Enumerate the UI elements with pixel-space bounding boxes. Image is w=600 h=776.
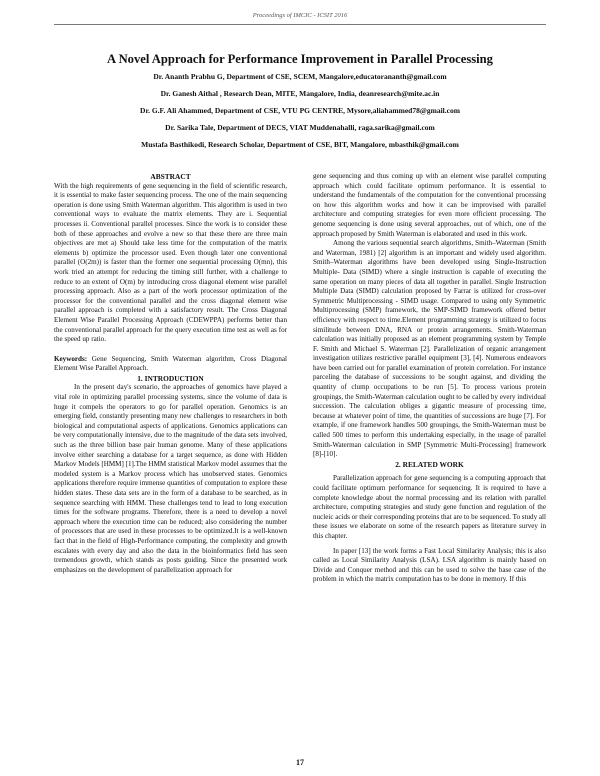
introduction-text: In the present day's scenario, the approaches of genomics have played a vital role in optimizing parallel processing systems, since the volume of data is huge it compels the operators to go for parallel operation. Genomics is an emerging field, constantly presenting many new challenges to researchers in both biological and computational aspects of applications. Genomics applications can be very computationally intensive, due to the magnitude of the data sets involved, such as the three billion base pair human genome. Many of these applications involve either searching a database for a target sequence, as done with Hidden Markov Models [HMM] [1].The HMM statistical Markov model assumes that the modeled system is a Markov process which has unobserved states. Genomics applications therefore require immense quantities of computation to explore these hidden states. These data sets are in the form of a database to be searched, as in sequence searching with HMM. These challenges tend to lead to long execution times for the software programs. Therefore, there is a need to develop a novel approach where the execution time can be reduced; also considering the number of processors that are used in these processes to be optimized.It is a well-known fact that in the field of High-Performance computing, the complexity and growth escalates with every day and also the data in the bioinformatics field has seen tremendous growth, which stands as posts guiding. Since the presented work emphasizes on the development of parallelization approach for (54, 383, 287, 574)
author-line: Mustafa Basthikodi, Research Scholar, Department of CSE, BIT, Mangalore, mbasthik@gmail.com (141, 140, 459, 149)
related-work-paragraph-1: Parallelization approach for gene sequencing is a computing approach that could facilitate optimum performance for sequencing. It is required to have a complete knowledge about the normal processing and its relation with parallel architecture, computing strategies and study gene function and regulation of the nucleic acids or their corresponding proteins that are to be sequenced. To study all these issues we elaborate on some of the research papers as literature survey in this chapter. (313, 474, 546, 540)
related-work-heading: 2. RELATED WORK (395, 459, 464, 469)
related-work-paragraph-2: In paper [13] the work forms a Fast Local Similarity Analysis; this is also called as Local Similarity Analysis (LSA). LSA algorithm is mainly based on Divide and Conquer method and this can be used to solve the base case of the problem in which the matrix computation has to be done in memory. If this (313, 546, 546, 584)
page-number: 17 (296, 758, 304, 767)
paper-title: A Novel Approach for Performance Improvement in Parallel Processing (107, 52, 493, 66)
introduction-continuation: gene sequencing and thus coming up with an element wise parallel computing approach which could facilitate optimum performance. It is essential to understand the fundamentals of the computation for the conventional processing on how this algorithm works and how it can be improvised with parallel architecture and computing strategies for even more efficient processing. The genome sequencing is done using several approaches, out of which, one of the approach proposed by Smith Waterman is elaborated and used in this work. (313, 172, 546, 238)
right-column (313, 172, 546, 585)
author-line: Dr. Ganesh Aithal , Research Dean, MITE, Mangalore, India, deanresearch@mite.ac.in (160, 89, 440, 98)
introduction-heading: 1. INTRODUCTION (137, 373, 204, 383)
author-block (0, 71, 600, 156)
abstract-heading: ABSTRACT (150, 172, 191, 181)
sequential-algorithms-paragraph: Among the various sequential search algorithms, Smith–Waterman (Smith and Waterman, 1981) [2] algorithm is an important and widely used algorithm. Smith–Waterman algorithms have been developed using Single-Instruction Multiple- Data (SIMD) where a single instruction is capable of executing the same operation on many pieces of data all together in parallel. Single Instruction Multiple Data (SIMD) calculation proposed by Farrar is utilized for cross-over Symmetric Multiprocessing - SIMD usage. Compared to using only Symmetric Multiprocessing (SMP) framework, the SMP-SIMD framework offered better efficiency with respect to time.Element programming strategy is utilized to focus similitude between DNA, RNA or protein arrangements. Smith-Waterman calculation was initially proposed as an element programming system by Temple F. Smith and Michael S. Waterman [2]. Parallelization of organic arrangement investigation utilizes restrictive parallel equipment [3], [4]. Numerous endeavors have been carried out for parallel examination of protein correlation. For instance parceling the database of successions to be sought against, and dividing the quantity of clump occupations to be run [5]. To process various protein groupings, the Smith-Waterman calculation ought to be called by every individual succession. The calculation obliges a gigantic measure of processing time, because at whatever point of time, the quantities of successions are huge [7]. For example, if one framework handles 500 groupings, the Smith-Waterman must be called 500 times to perform this undertaking especially, in the usage of parallel Smith-Waterman calculation in SMP [Symmetric Multi-Processing] framework [8]-[10]. (313, 239, 546, 459)
author-line: Dr. G.F. Ali Ahammed, Department of CSE, VTU PG CENTRE, Mysore,aliahammed78@gmail.com (140, 106, 460, 115)
author-line: Dr. Ananth Prabhu G, Department of CSE, SCEM, Mangalore,educatorananth@gmail.com (153, 72, 447, 81)
keywords-text: Gene Sequencing, Smith Waterman algorithm, Cross Diagonal Element Wise Parallel Approach. (54, 354, 287, 373)
keywords-label: Keywords: (54, 354, 88, 363)
running-header: Proceedings of IMCIC - ICSIT 2016 (252, 12, 348, 19)
header-rule (54, 24, 546, 25)
author-line: Dr. Sarika Tale, Department of DECS, VIAT Muddenahalli, raga.sarika@gmail.com (165, 123, 435, 132)
keywords (54, 355, 287, 374)
abstract-text: With the high requirements of gene sequencing in the field of scientific research, it is essential to make faster sequencing process. The one of the main sequencing operation is done using Smith Waterman algorithm. This algorithm is used in two conventional ways to evaluate the matrix elements. They are i. Sequential processes ii. Conventional parallel processes. Since the work is to consider these both of these approaches and evolve a new so that these there are three main objectives are met a) Should take less time for the computation of the matrix elements b) optimize the processor used. Even though later one conventional parallel (O(2m)) is faster than the former one sequential processing O(mn), this work tried an attempt for reducing the timing still further, with a challenge to reduce to an extent of O(m) by introducing cross diagonal element wise parallel processing approach. Also as a part of the work processor optimization of the processor for the conventional parallel and the cross diagonal element wise parallel approach is completed with a satisfactory result. The Cross Diagonal Element Wise Parallel Processing Approach (CDEWPPA) performs better than the conventional parallel approach for the query execution time test as well as for the speed up ratio. (54, 181, 287, 344)
left-column (54, 172, 287, 575)
